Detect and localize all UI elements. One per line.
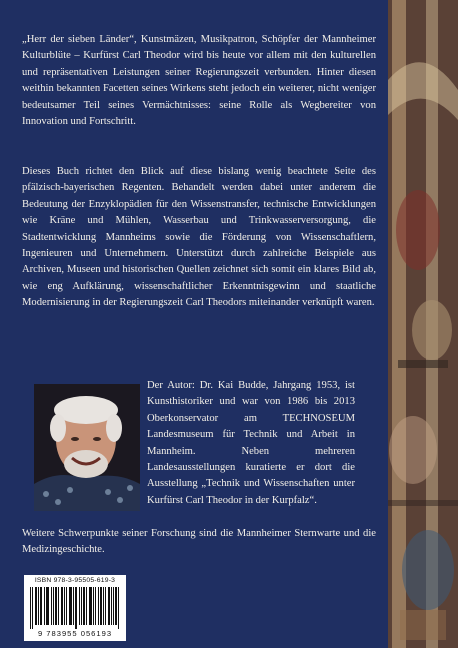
barcode-bar bbox=[108, 587, 109, 625]
barcode-bar bbox=[95, 587, 96, 625]
barcode-bar bbox=[84, 587, 85, 625]
barcode-bar bbox=[105, 587, 106, 625]
barcode-bar bbox=[76, 587, 77, 629]
barcode-bar bbox=[62, 587, 63, 625]
isbn-label: ISBN 978-3-95505-619-3 bbox=[34, 577, 116, 584]
author-bio-continued: Weitere Schwerpunkte seiner Forschung sind die Mannheimer Sternwarte und die Medizingeschichte. bbox=[22, 528, 376, 556]
barcode-bar bbox=[53, 587, 54, 625]
barcode-bar bbox=[46, 587, 47, 625]
barcode-bar bbox=[55, 587, 56, 625]
barcode-bar bbox=[83, 587, 84, 625]
barcode-bar bbox=[69, 587, 70, 625]
barcode-bar bbox=[41, 587, 42, 625]
barcode-bar bbox=[40, 587, 41, 625]
barcode-bar bbox=[109, 587, 110, 625]
barcode-bar bbox=[79, 587, 80, 625]
barcode-bar bbox=[75, 587, 76, 629]
barcode-bar bbox=[47, 587, 48, 625]
barcode-bar bbox=[38, 587, 39, 625]
barcode-bar bbox=[93, 587, 94, 625]
barcode-bar bbox=[35, 587, 36, 625]
barcode-bar bbox=[103, 587, 104, 625]
ean-digits: 9 783955 056193 bbox=[37, 629, 113, 638]
barcode-bar bbox=[101, 587, 102, 625]
barcode-bar bbox=[64, 587, 65, 625]
barcode-bar bbox=[113, 587, 114, 625]
barcode-bar bbox=[44, 587, 45, 625]
barcode-bar bbox=[86, 587, 87, 625]
barcode-bar bbox=[66, 587, 67, 625]
barcode-bar bbox=[91, 587, 92, 625]
author-bio: Der Autor: Dr. Kai Budde, Jahrgang 1953, ist Kunsthistoriker und war von 1986 bis 2013 Oberkonservator am TECHNOSEUM Landesmuseum für Technik und Arbeit in Mannheim. Neben mehreren Landesausstellungen kuratierte er dort die Ausstellung „Technik und Wissenschaften unter Kurfürst Carl Theodor in der Kurpfalz“. bbox=[147, 380, 355, 506]
barcode-bar bbox=[118, 587, 119, 629]
barcode-bar bbox=[48, 587, 49, 625]
barcode-bar bbox=[56, 587, 57, 625]
barcode-icon bbox=[30, 587, 120, 629]
barcode-bar bbox=[36, 587, 37, 625]
book-description-paragraph: Dieses Buch richtet den Blick auf diese bislang wenig beachtete Seite des pfälzisch-bayerischen Regenten. Behandelt werden dabei unter anderem die Bedeutung der Enzyklopädien für den Wissenstransfer, technische Entwicklungen wie Kräne und Mühlen, Wasserbau und Trinkwasserversorgung, die Stadtentwicklung Mannheims sowie die Förderung von Wissenschaftlern, Ingenieuren und Unternehmern. Unterstützt durch zahlreiche Beispiele aus Archiven, Museen und historischen Quellen zeichnet sich somit ein klares Bild ab, wie eng Aufklärung, wissenschaftlicher Erkenntnisgewinn und staatliche Modernisierung in der Regierungszeit Carl Theodors miteinander verknüpft waren. bbox=[22, 166, 376, 309]
barcode-bar bbox=[32, 587, 33, 629]
painting-strip bbox=[388, 0, 458, 648]
barcode-bar bbox=[30, 587, 31, 629]
barcode-bar bbox=[116, 587, 117, 625]
barcode-bar bbox=[89, 587, 90, 625]
barcode-bar bbox=[115, 587, 116, 625]
barcode-bar bbox=[58, 587, 59, 625]
author-photo bbox=[34, 384, 140, 511]
intro-paragraph: „Herr der sieben Länder“, Kunstmäzen, Musikpatron, Schöpfer der Mannheimer Kulturblüte – Kurfürst Carl Theodor wird bis heute vor allem mit den kulturellen und repräsentativen Leistungen seiner Regierungszeit verbunden. Hinter diesen weithin bekannten Facetten seines Wirkens steht jedoch ein weiterer, nicht weniger bedeutsamer Teil seines Vermächtnisses: seine Rolle als Wegbereiter von Innovation und Fortschritt. bbox=[22, 34, 376, 128]
painting-detail bbox=[388, 0, 458, 648]
barcode-bar bbox=[71, 587, 72, 625]
barcode-bar bbox=[98, 587, 99, 625]
barcode-bar bbox=[73, 587, 74, 625]
barcode-bar bbox=[90, 587, 91, 625]
barcode-bar bbox=[70, 587, 71, 625]
barcode-bar bbox=[51, 587, 52, 625]
barcode-bar bbox=[111, 587, 112, 625]
barcode-bar bbox=[61, 587, 62, 625]
barcode-bar bbox=[100, 587, 101, 625]
isbn-barcode bbox=[24, 575, 126, 641]
barcode-bar bbox=[81, 587, 82, 625]
